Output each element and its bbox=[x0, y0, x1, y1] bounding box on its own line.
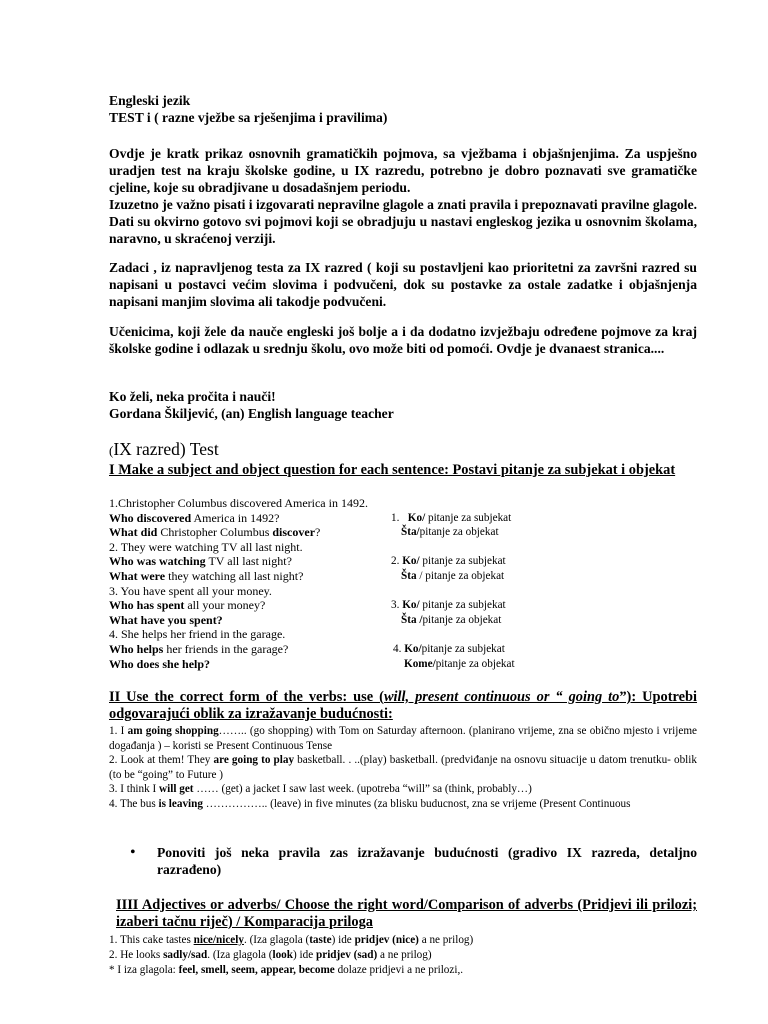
question-pronoun: Ko/ bbox=[404, 643, 422, 655]
section-3-heading: IIII Adjectives or adverbs/ Choose the right word/Comparison of adverbs (Pridjevi ili prilozi; izaberi tačnu riječ) / Komparacija priloga bbox=[116, 897, 697, 930]
item-text: 2. He looks bbox=[109, 949, 164, 961]
label-text: pitanje za objekat bbox=[422, 613, 502, 626]
sentence-text: Christopher Columbus bbox=[157, 525, 273, 540]
intro-paragraph-1: Ovdje je kratk prikaz osnovnih gramatičkih pojmova, sa vježbama i objašnjenjima. Za uspješno uradjen test na kraju školske godine, u IX razredu, potrebno je dobro poznavati sve gramatičke cjeline, koje su obradjivane u dosadašnjem periodu. bbox=[109, 146, 697, 195]
intro-paragraph-4: Učenicima, koji žele da nauče engleski još bolje a i da dodatno izvježbaju određene pojmove za kraj školske godine i odlazak u srednju školu, ovo može biti od pomoći. Ovdje je dvanaest stranica.... bbox=[109, 324, 697, 356]
sentence-text: America in 1492? bbox=[191, 510, 280, 525]
label-text: pitanje za subjekat bbox=[419, 555, 506, 568]
exercise-line bbox=[109, 584, 272, 599]
item-verb: look bbox=[272, 949, 293, 961]
exercise-line bbox=[109, 540, 303, 555]
item-answer: nice/nicely bbox=[193, 934, 244, 946]
exercise-line bbox=[109, 627, 285, 642]
question-type-label bbox=[391, 598, 506, 613]
question-word: What have you spent? bbox=[109, 612, 223, 627]
test-title-text: IX razred) Test bbox=[113, 439, 219, 459]
item-text: 3. I think I bbox=[109, 783, 160, 795]
section-2-item-3 bbox=[109, 782, 697, 797]
exercise-line bbox=[109, 613, 223, 628]
sentence-text: 4. She helps her friend in the garage. bbox=[109, 627, 286, 642]
question-pronoun: Kome/ bbox=[404, 657, 436, 670]
label-text: pitanje za objekat bbox=[435, 657, 515, 670]
test-title-paren: ( bbox=[109, 443, 114, 458]
exercise-line bbox=[109, 525, 320, 540]
exercise-line bbox=[109, 511, 279, 526]
item-rule: pridjev (nice) bbox=[354, 934, 419, 946]
section-1-heading: I Make a subject and object question for each sentence: Postavi pitanje za subjekat i objekat bbox=[109, 462, 676, 478]
section-3-note bbox=[109, 963, 697, 978]
item-text: ) ide bbox=[331, 934, 355, 946]
question-pronoun: Šta bbox=[401, 570, 417, 582]
label-text: pitanje za subjekat bbox=[421, 643, 505, 655]
question-type-label bbox=[404, 657, 515, 672]
question-word: Who helps bbox=[109, 642, 164, 656]
question-word: Who does she help? bbox=[109, 656, 211, 671]
label-text: pitanje za objekat bbox=[419, 526, 499, 539]
exercise-line bbox=[109, 554, 292, 569]
note-verbs: feel, smell, seem, appear, become bbox=[178, 964, 335, 976]
bullet-note: Ponoviti još neka pravila zas izražavanje budućnosti (gradivo IX razreda, detaljno razrađeno) bbox=[157, 845, 697, 877]
section-2-item-1 bbox=[109, 724, 697, 753]
header-subject: Engleski jezik bbox=[109, 93, 191, 108]
label-text: pitanje za subjekat bbox=[419, 599, 506, 612]
label-text: pitanje za subjekat bbox=[425, 511, 512, 524]
question-type-label bbox=[391, 511, 511, 526]
item-text: . (Iza glagola ( bbox=[243, 934, 310, 946]
item-answer: is leaving bbox=[158, 798, 203, 810]
question-pronoun: Ko/ bbox=[402, 599, 420, 612]
section-2-item-4 bbox=[109, 797, 697, 812]
header-test-title: TEST i ( razne vježbe sa rješenjima i pravilima) bbox=[109, 110, 388, 125]
item-text: basketball. . ..(play) basketball. (predviđanje na osnovu situacije u datom trenutku- oblik (to be “going” to Future ) bbox=[109, 754, 697, 781]
exercise-line bbox=[109, 642, 288, 657]
sentence-text: her friends in the garage? bbox=[163, 642, 289, 656]
exercise-line bbox=[109, 569, 303, 584]
section-2-heading bbox=[109, 689, 697, 723]
item-text: 1. I bbox=[109, 725, 128, 737]
item-text: 4. The bus bbox=[109, 798, 159, 810]
question-type-label bbox=[401, 613, 501, 628]
item-text: 1. This cake tastes bbox=[109, 934, 194, 946]
section-2-heading-d: : bbox=[388, 706, 393, 722]
section-3-item-1 bbox=[109, 933, 697, 948]
item-text: …….. (go shopping) with Tom on Saturday afternoon. (planirano vrijeme, zna se obično mjesto i vrijeme događanja ) – koristi se Present Continuous Tense bbox=[109, 725, 697, 752]
item-verb: taste bbox=[309, 934, 332, 946]
section-2-item-2 bbox=[109, 753, 697, 782]
sentence-text: TV all last night? bbox=[205, 554, 292, 569]
sentence-text: 3. You have spent all your money. bbox=[109, 583, 272, 598]
exercise-line bbox=[109, 657, 210, 672]
note-text: * I iza glagola: bbox=[109, 964, 179, 976]
question-type-label bbox=[401, 569, 504, 584]
sentence-text: ? bbox=[315, 525, 321, 540]
sentence-text: all your money? bbox=[184, 598, 266, 613]
question-pronoun: Ko/ bbox=[402, 555, 420, 568]
item-text: …………….. (leave) in five minutes (za blisku buducnost, zna se vrijeme (Present Continuous bbox=[202, 798, 631, 810]
label-text: 2. bbox=[391, 555, 403, 568]
test-title bbox=[109, 439, 697, 460]
note-text: dolaze pridjevi a ne prilozi,. bbox=[334, 964, 464, 976]
section-2-heading-a: II Use the correct form of the verbs: use ( bbox=[109, 689, 384, 705]
author-line: Gordana Škiljević, (an) English language teacher bbox=[109, 406, 394, 421]
item-answer: are going to play bbox=[213, 754, 295, 766]
question-word: Who was watching bbox=[109, 554, 206, 569]
document-header bbox=[109, 92, 697, 126]
question-word: Who has spent bbox=[109, 598, 185, 613]
question-word: Who discovered bbox=[109, 510, 192, 525]
question-type-label bbox=[401, 525, 499, 540]
question-pronoun: Šta/ bbox=[401, 526, 420, 539]
question-pronoun: Ko/ bbox=[407, 511, 426, 524]
question-type-label bbox=[391, 554, 506, 569]
section-2-heading-b: will, present continuous or “ going to bbox=[383, 689, 620, 705]
label-text: 4. bbox=[393, 643, 405, 655]
closing-line: Ko želi, neka pročita i nauči! bbox=[109, 389, 276, 404]
intro-paragraph-3: Zadaci , iz napravljenog testa za IX razred ( koji su postavljeni kao prioritetni za završni razred su napisani u postavci većim slovima i podvučeni, dok su postavke za ostale zadatke i objašnjenja napisani manjim slovima ali takodje podvučeni. bbox=[109, 260, 697, 309]
item-text: a ne prilog) bbox=[418, 934, 474, 946]
question-pronoun: Šta / bbox=[401, 613, 423, 626]
item-text: …… (get) a jacket I saw last week. (upotreba “will” sa (think, probably…) bbox=[193, 783, 532, 795]
label-text: 3. bbox=[391, 599, 403, 612]
question-word: What did bbox=[109, 525, 158, 540]
item-answer: am going shopping bbox=[127, 725, 219, 737]
sentence-text: 1.Christopher Columbus discovered America in 1492. bbox=[109, 496, 368, 510]
sentence-text: 2. They were watching TV all last night. bbox=[109, 539, 303, 554]
question-type-label bbox=[393, 642, 505, 657]
item-text: a ne prilog) bbox=[377, 949, 432, 961]
intro-paragraph-2: Izuzetno je važno pisati i izgovarati nepravilne glagole a znati pravila i prepoznavati pravilne glagole. Dati su okvirno gotovo svi pojmovi koji se obradjuju u nastavi engleskog jezika u osnovnim školama, naravno, u skraćenoj verziji. bbox=[109, 197, 697, 246]
label-text: 1. bbox=[391, 511, 408, 524]
section-2-heading-c: ”): Upotrebi odgovarajući oblik za izražavanje budućnosti bbox=[109, 689, 698, 722]
question-word: What were bbox=[109, 569, 166, 583]
exercise-line bbox=[109, 598, 265, 613]
section-3-item-2 bbox=[109, 948, 697, 963]
question-verb: discover bbox=[272, 525, 316, 540]
item-text: . (Iza glagola ( bbox=[207, 949, 273, 961]
label-text: / pitanje za objekat bbox=[416, 570, 505, 582]
item-text: ) ide bbox=[293, 949, 316, 961]
item-text: 2. Look at them! They bbox=[109, 754, 214, 766]
item-answer: sadly/sad bbox=[163, 949, 208, 961]
item-answer: will get bbox=[159, 783, 194, 795]
sentence-text: they watching all last night? bbox=[165, 569, 304, 583]
item-rule: pridjev (sad) bbox=[316, 949, 378, 961]
bullet-marker: • bbox=[130, 844, 136, 861]
closing-signature bbox=[109, 388, 697, 422]
exercise-line bbox=[109, 496, 368, 511]
